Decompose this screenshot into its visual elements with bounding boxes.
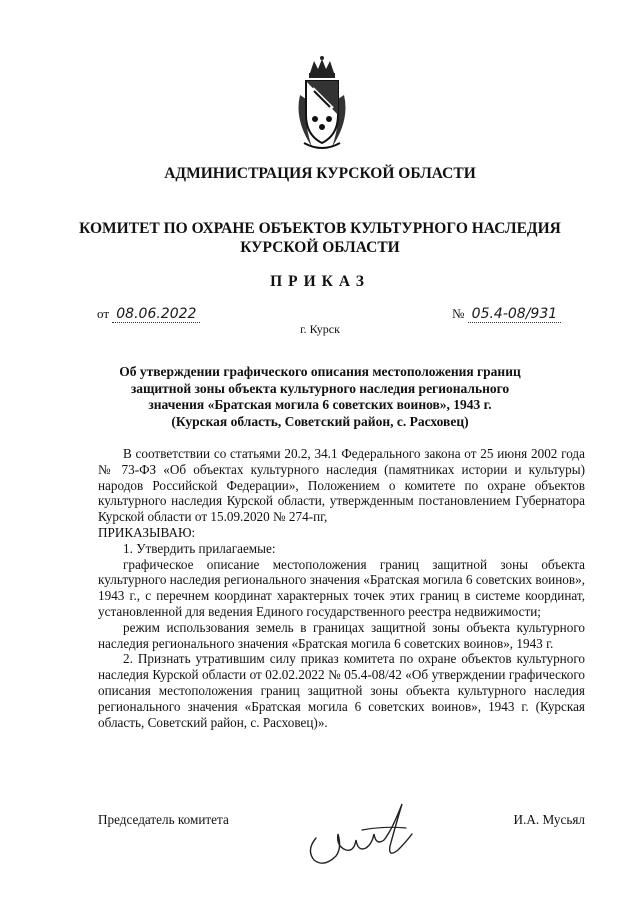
handwritten-signature [302, 790, 422, 870]
number-prefix: № [452, 306, 465, 321]
order-date [97, 306, 200, 323]
order-body [98, 446, 585, 730]
order-title: ПРИКАЗ [270, 273, 370, 290]
coat-of-arms-icon [290, 55, 354, 155]
committee-title-line1: КОМИТЕТ ПО ОХРАНЕ ОБЪЕКТОВ КУЛЬТУРНОГО НАСЛЕДИЯ [79, 220, 561, 237]
preamble-paragraph: В соответствии со статьями 20.2, 34.1 Федерального закона от 25 июня 2002 года № 73-ФЗ «Об объектах культурного наследия (памятниках истории и культуры) народов Российской Федерации», Положением о комитете по охране объектов культурного наследия Курской области, утвержденным постановлением Губернатора Курской области от 15.09.2020 № 274-пг, [98, 446, 585, 525]
administration-title: АДМИНИСТРАЦИЯ КУРСКОЙ ОБЛАСТИ [164, 165, 476, 182]
city-label: г. Курск [300, 322, 340, 336]
order-word: ПРИКАЗЫВАЮ: [98, 524, 196, 540]
subject-line3: значения «Братская могила 6 советских воинов», 1943 г. [148, 397, 492, 412]
number-value: 05.4-08/931 [468, 306, 561, 323]
date-value: 08.06.2022 [112, 306, 200, 323]
order-number [452, 306, 561, 323]
subject-line1: Об утверждении графического описания местоположения границ [119, 364, 521, 379]
item-1: 1. Утвердить прилагаемые: [123, 540, 276, 556]
signatory-position: Председатель комитета [98, 812, 229, 827]
date-prefix: от [97, 306, 110, 321]
item-2: 2. Признать утратившим силу приказ комитета по охране объектов культурного наследия Курской области от 02.02.2022 № 05.4-08/42 «Об утверждении графического описания местоположения границ защитной зоны объекта культурного наследия регионального значения «Братская могила 6 советских воинов», 1943 г. (Курская область, Советский район, с. Расховец)». [98, 651, 585, 730]
subject-line2: защитной зоны объекта культурного наследия регионального [130, 380, 510, 396]
item-1a: графическое описание местоположения границ защитной зоны объекта культурного наследия регионального значения «Братская могила 6 советских воинов», 1943 г., с перечнем координат характерных точек этих границ в системе координат, установленной для ведения Единого государственного реестра недвижимости; [98, 556, 585, 619]
signatory-name: И.А. Мусьял [513, 812, 585, 827]
committee-title [0, 219, 640, 257]
subject-line4: (Курская область, Советский район, с. Расховец) [171, 413, 469, 429]
item-1b: режим использования земель в границах защитной зоны объекта культурного наследия регионального значения «Братская могила 6 советских воинов», 1943 г. [98, 619, 585, 651]
order-subject [60, 364, 580, 430]
committee-title-line2: КУРСКОЙ ОБЛАСТИ [240, 239, 400, 256]
